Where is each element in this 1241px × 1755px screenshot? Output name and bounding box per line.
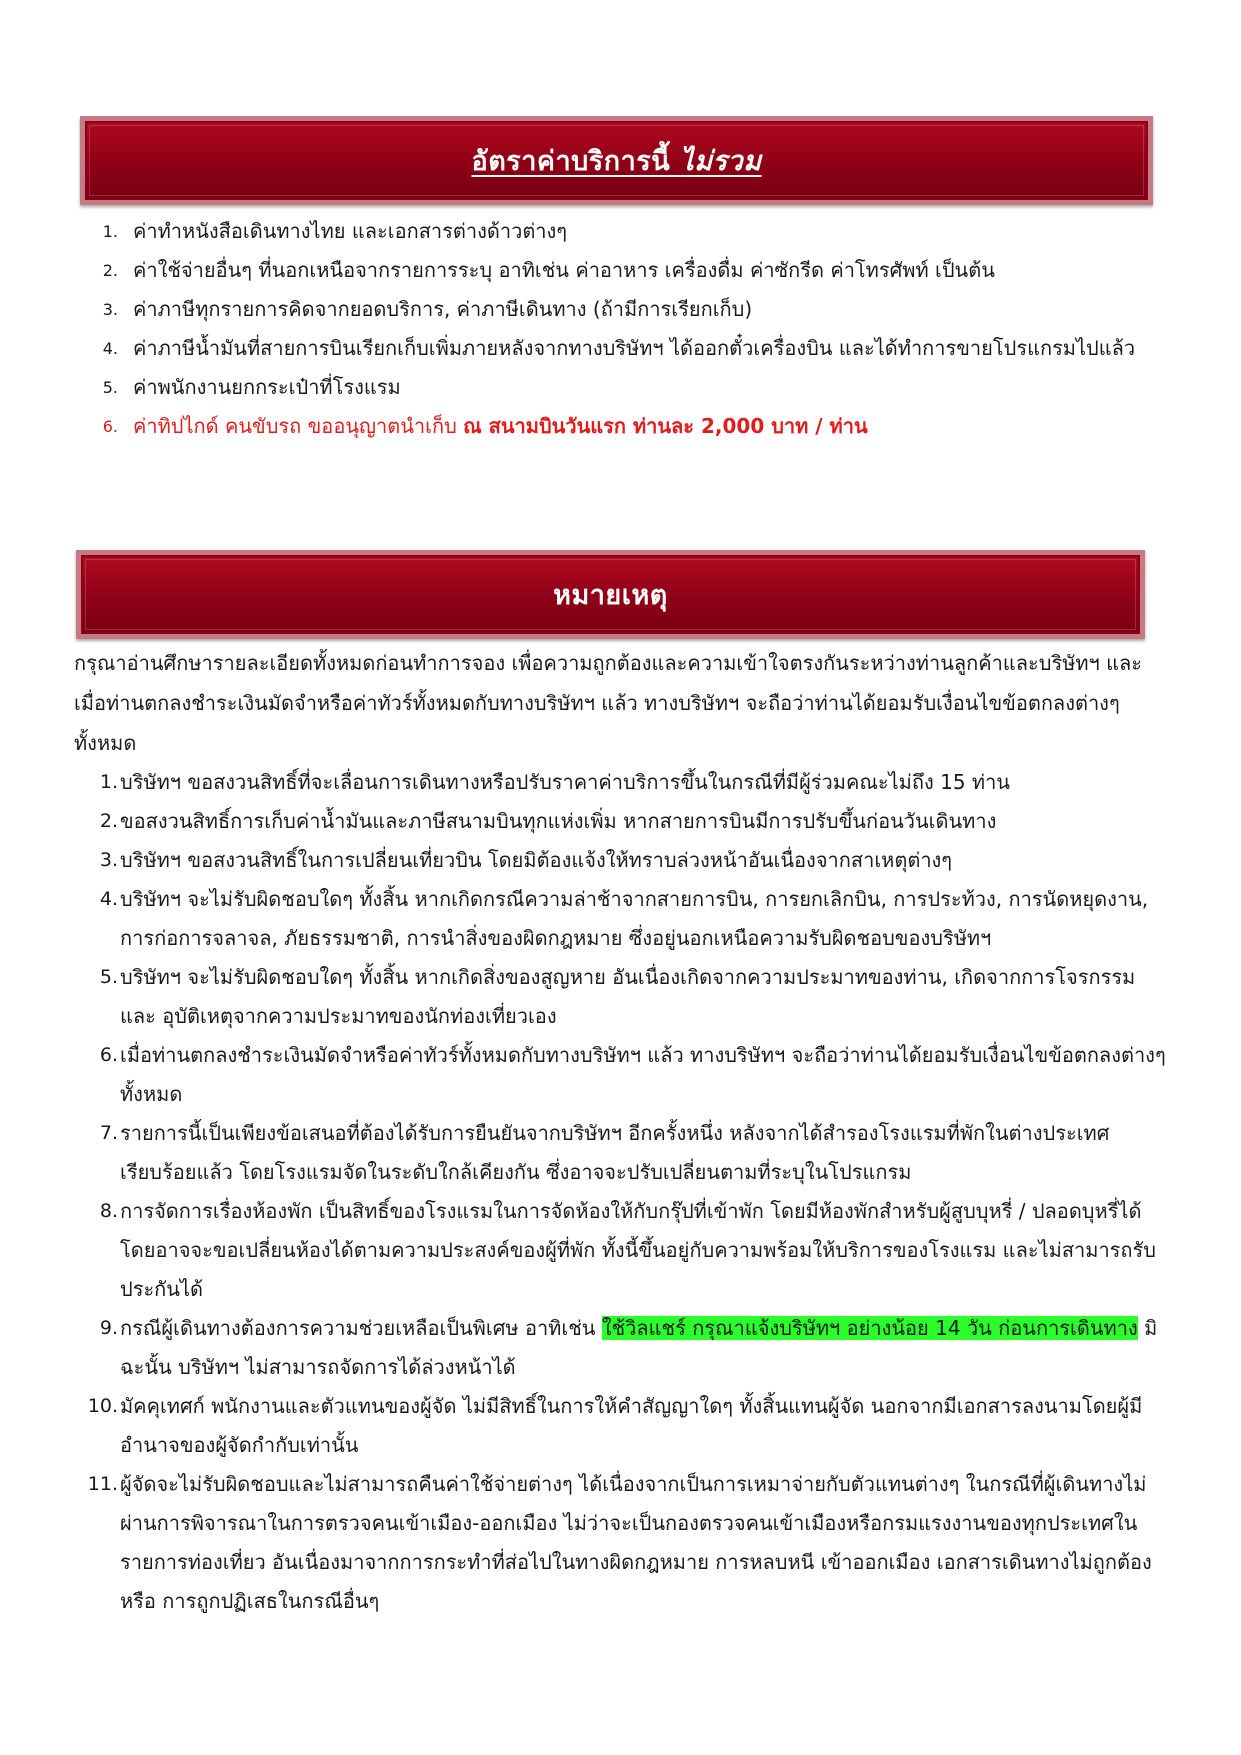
excluded-section-title: อัตราค่าบริการนี้ ไม่รวม <box>471 146 762 177</box>
list-item: 3. ค่าภาษีทุกรายการคิดจากยอดบริการ, ค่าภาษีเดินทาง (ถ้ามีการเรียกเก็บ) <box>102 297 753 321</box>
list-item: 4. บริษัทฯ จะไม่รับผิดชอบใดๆ ทั้งสิ้น หากเกิดกรณีความล่าช้าจากสายการบิน, การยกเลิกบิน, การประท้วง, การนัดหยุดงาน, การก่อการจลาจล, ภัยธรรมชาติ, การนำสิ่งของผิดกฎหมาย ซึ่งอยู่นอกเหนือความรับผิดชอบของบริษัทฯ <box>99 887 1149 950</box>
list-item: 7. รายการนี้เป็นเพียงข้อเสนอที่ต้องได้รับการยืนยันจากบริษัทฯ อีกครั้งหนึ่ง หลังจากได้สำรองโรงแรมที่พักในต่างประเทศเรียบร้อยแล้ว โดยโรงแรมจัดในระดับใกล้เคียงกัน ซึ่งอาจจะปรับเปลี่ยนตามที่ระบุในโปรแกรม <box>99 1121 1110 1184</box>
list-item-wheelchair: 9. กรณีผู้เดินทางต้องการความช่วยเหลือเป็นพิเศษ อาทิเช่น ใช้วิลแชร์ กรุณาแจ้งบริษัทฯ อย่างน้อย 14 วัน ก่อนการเดินทาง มิฉะนั้น บริษัทฯ ไม่สามารถจัดการได้ล่วงหน้าได้ <box>99 1316 1158 1379</box>
list-item: 8. การจัดการเรื่องห้องพัก เป็นสิทธิ์ของโรงแรมในการจัดห้องให้กับกรุ๊ปที่เข้าพัก โดยมีห้องพักสำหรับผู้สูบบุหรี่ / ปลอดบุหรี่ได้ โดยอาจจะขอเปลี่ยนห้องได้ตามความประสงค์ของผู้ที่พัก ทั้งนี้ขึ้นอยู่กับความพร้อมให้บริการของโรงแรม และไม่สามารถรับประกันได้ <box>99 1199 1156 1301</box>
list-item: 11. ผู้จัดจะไม่รับผิดชอบและไม่สามารถคืนค่าใช้จ่ายต่างๆ ได้เนื่องจากเป็นการเหมาจ่ายกับตัวแทนต่างๆ ในกรณีที่ผู้เดินทางไม่ผ่านการพิจารณาในการตรวจคนเข้าเมือง-ออกเมือง ไม่ว่าจะเป็นกองตรวจคนเข้าเมืองหรือกรมแรงงานของทุกประเทศในรายการท่องเที่ยว อันเนื่องมาจากการกระทำที่ส่อไปในทางผิดกฎหมาย การหลบหนี เข้าออกเมือง เอกสารเดินทางไม่ถูกต้อง หรือ การถูกปฏิเสธในกรณีอื่นๆ <box>87 1472 1152 1613</box>
list-item: 3. บริษัทฯ ขอสงวนสิทธิ์ในการเปลี่ยนเที่ยวบิน โดยมิต้องแจ้งให้ทราบล่วงหน้าอันเนื่องจากสาเหตุต่างๆ <box>99 848 953 872</box>
excluded-section-banner <box>80 116 1153 205</box>
notes-intro: กรุณาอ่านศึกษารายละเอียดทั้งหมดก่อนทำการจอง เพื่อความถูกต้องและความเข้าใจตรงกันระหว่างท่านลูกค้าและบริษัทฯ และเมื่อท่านตกลงชำระเงินมัดจำหรือค่าทัวร์ทั้งหมดกับทางบริษัทฯ แล้ว ทางบริษัทฯ จะถือว่าท่านได้ยอมรับเงื่อนไขข้อตกลงต่างๆ ทั้งหมด <box>74 651 1143 755</box>
list-item: 2. ค่าใช้จ่ายอื่นๆ ที่นอกเหนือจากรายการระบุ อาทิเช่น ค่าอาหาร เครื่องดื่ม ค่าซักรีด ค่าโทรศัพท์ เป็นต้น <box>102 258 995 282</box>
wheelchair-highlight: ใช้วิลแชร์ กรุณาแจ้งบริษัทฯ อย่างน้อย 14 วัน ก่อนการเดินทาง <box>601 1316 1138 1340</box>
tip-fee-amount: ณ สนามบินวันแรก ท่านละ 2,000 บาท / ท่าน <box>463 414 868 438</box>
list-item: 10. มัคคุเทศก์ พนักงานและตัวแทนของผู้จัด ไม่มีสิทธิ์ในการให้คำสัญญาใดๆ ทั้งสิ้นแทนผู้จัด นอกจากมีเอกสารลงนามโดยผู้มีอำนาจของผู้จัดกำกับเท่านั้น <box>87 1394 1143 1457</box>
list-item: 4. ค่าภาษีน้ำมันที่สายการบินเรียกเก็บเพิ่มภายหลังจากทางบริษัทฯ ได้ออกตั๋วเครื่องบิน และได้ทำการขายโปรแกรมไปแล้ว <box>102 336 1136 360</box>
list-item: 2. ขอสงวนสิทธิ์การเก็บค่าน้ำมันและภาษีสนามบินทุกแห่งเพิ่ม หากสายการบินมีการปรับขึ้นก่อนวันเดินทาง <box>99 809 997 833</box>
excluded-items-list <box>100 212 1180 446</box>
notes-section-banner <box>76 550 1145 639</box>
list-item: 1. ค่าทำหนังสือเดินทางไทย และเอกสารต่างด้าวต่างๆ <box>102 219 568 243</box>
list-item: 5. บริษัทฯ จะไม่รับผิดชอบใดๆ ทั้งสิ้น หากเกิดสิ่งของสูญหาย อันเนื่องเกิดจากความประมาทของท่าน, เกิดจากการโจรกรรม และ อุบัติเหตุจากความประมาทของนักท่องเที่ยวเอง <box>99 965 1136 1028</box>
list-item: 1. บริษัทฯ ขอสงวนสิทธิ์ที่จะเลื่อนการเดินทางหรือปรับราคาค่าบริการขึ้นในกรณีที่มีผู้ร่วมคณะไม่ถึง 15 ท่าน <box>99 770 1010 794</box>
notes-section-title: หมายเหตุ <box>553 580 668 611</box>
excluded-title-emphasis: ไม่รวม <box>680 146 762 177</box>
list-item: 5. ค่าพนักงานยกกระเป๋าที่โรงแรม <box>102 375 401 399</box>
list-item-tip-fee: 6. ค่าทิปไกด์ คนขับรถ ขออนุญาตนำเก็บ ณ สนามบินวันแรก ท่านละ 2,000 บาท / ท่าน <box>102 414 868 438</box>
notes-items-list <box>86 763 1171 1621</box>
list-item: 6. เมื่อท่านตกลงชำระเงินมัดจำหรือค่าทัวร์ทั้งหมดกับทางบริษัทฯ แล้ว ทางบริษัทฯ จะถือว่าท่านได้ยอมรับเงื่อนไขข้อตกลงต่างๆ ทั้งหมด <box>99 1043 1166 1106</box>
